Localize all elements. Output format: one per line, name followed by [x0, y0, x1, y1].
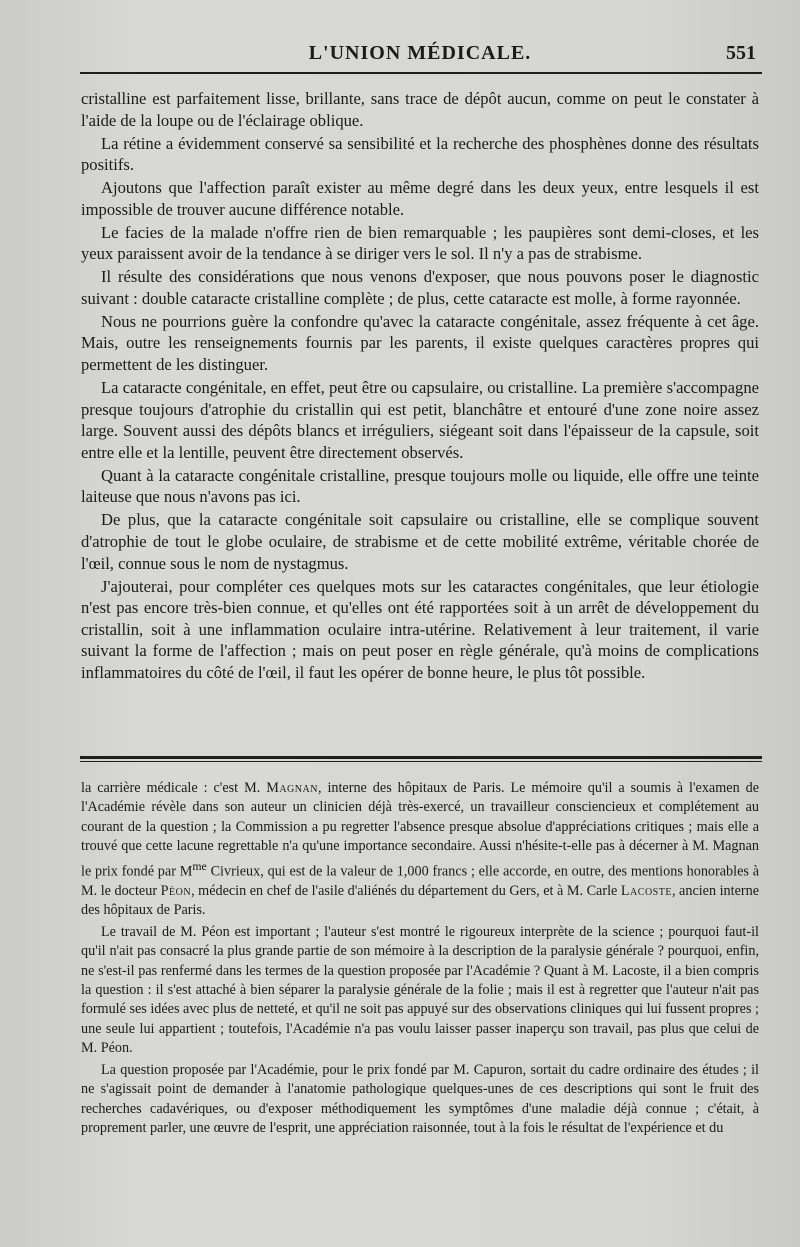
paragraph: Ajoutons que l'affection paraît exister au même degré dans les deux yeux, entre lesquels il est impossible de trouver aucune différence notable. — [81, 178, 759, 219]
feuilleton-section — [81, 779, 759, 1141]
text-run: , interne des hôpitaux de Paris. Le mémoire qu'il a soumis à l'examen de l'Académie révèle dans son auteur un clinicien déjà très-exercé, un travailleur consciencieux et complétement au courant de la question ; la Commission a pu regretter l'absence presque absolue d'appréciations critiques ; mais elle a trouvé que cette lacune regrettable n'a qu'une importance secondaire. Aussi n'hésite-t-elle pas à décerner à M. Magnan le prix fondé par M — [81, 780, 760, 880]
text-run: , ancien interne des hôpitaux de Paris. — [81, 882, 760, 919]
feuilleton-paragraph — [81, 779, 759, 921]
paragraph: cristalline est parfaitement lisse, brillante, sans trace de dépôt aucun, comme on peut le constater à l'aide de la loupe ou de l'éclairage oblique. — [81, 89, 759, 130]
paragraph: Il résulte des considérations que nous venons d'exposer, que nous pouvons poser le diagnostic suivant : double cataracte cristalline complète ; de plus, cette cataracte est molle, à forme rayonnée. — [81, 267, 759, 308]
person-name: Magnan — [266, 780, 318, 796]
feuilleton-separator-thick — [80, 756, 762, 759]
text-run: la carrière médicale : c'est M. — [81, 780, 261, 796]
text-run: , médecin en chef de l'asile d'aliénés du département du Gers, et à M. Carle — [191, 882, 618, 899]
paragraph: Nous ne pourrions guère la confondre qu'avec la cataracte congénitale, assez fréquente à cet âge. Mais, outre les renseignements fournis par les parents, il existe quelques caractères propres qui permettent de les distinguer. — [81, 311, 759, 375]
paragraph: Le facies de la malade n'offre rien de bien remarquable ; les paupières sont demi-closes, et les yeux paraissent avoir de la tendance à se diriger vers le sol. Il n'y a pas de strabisme. — [81, 222, 759, 264]
paragraph: J'ajouterai, pour compléter ces quelques mots sur les cataractes congénitales, que leur étiologie n'est pas encore très-bien connue, et qu'elles ont été rapportées soit à un arrêt de développement du cristallin, soit à une inflammation oculaire intra-utérine. Relativement à leur traitement, il varie suivant la forme de l'affection ; mais on peut poser en règle générale, qu'à moins de complications inflammatoires du côté de l'œil, il faut les opérer de bonne heure, le plus tôt possible. — [81, 576, 759, 682]
main-article — [81, 88, 759, 685]
person-name: Péon — [160, 882, 192, 899]
feuilleton-paragraph: Le travail de M. Péon est important ; l'auteur s'est montré le rigoureux interprète de la science ; pourquoi faut-il qu'il n'ait pas consacré la plus grande partie de son mémoire à la description de la paralysie générale ? pourquoi, enfin, ne s'est-il pas renfermé dans les termes de la question proposée par l'Académie ? Quant à M. Lacoste, il a bien compris la question : il s'est attaché à bien séparer la paralysie générale de la folie ; mais il est à regretter que l'auteur n'ait pas formulé ses idées avec plus de netteté, et qu'il ne soit pas appuyé sur des observations cliniques qui lui fussent propres ; une seule lui appartient ; toutefois, l'Académie n'a pas voulu laisser passer inaperçu son travail, pas plus que celui de M. Péon. — [81, 923, 759, 1057]
page-number: 551 — [726, 42, 756, 64]
paragraph: La cataracte congénitale, en effet, peut être ou capsulaire, ou cristalline. La première s'accompagne presque toujours d'atrophie du cristallin qui est petit, blanchâtre et entouré d'une zone noire assez large. Souvent aussi des dépôts blancs et irréguliers, siégeant soit dans l'épaisseur de la capsule, soit entre elle et la lentille, peuvent être directement observés. — [81, 378, 759, 462]
page-header — [80, 40, 760, 72]
running-title: L'UNION MÉDICALE. — [308, 42, 532, 64]
paragraph: De plus, que la cataracte congénitale soit capsulaire ou cristalline, elle se complique souvent d'atrophie de tout le globe oculaire, de strabisme et de cette mobilité extrême, véritable chorée de l'œil, connue sous le nom de nystagmus. — [81, 510, 759, 573]
feuilleton-separator-thin — [80, 761, 762, 762]
header-rule — [80, 72, 762, 74]
paragraph: La rétine a évidemment conservé sa sensibilité et la recherche des phosphènes donne des résultats positifs. — [81, 133, 759, 175]
text-run: Civrieux, qui est de la valeur de 1,000 francs ; elle accorde, en outre, des mentions honorables à M. le docteur — [81, 863, 759, 899]
feuilleton-paragraph: La question proposée par l'Académie, pour le prix fondé par M. Capuron, sortait du cadre ordinaire des études ; il ne s'agissait point de demander à l'anatomie pathologique quelques-unes de ces descriptions qui sont le fruit des recherches cadavériques, ou d'exposer méthodiquement les symptômes d'une maladie déjà connue ; c'était, à proprement parler, une œuvre de l'esprit, une appréciation raisonnée, tout à la fois le résultat de l'expérience et du — [81, 1061, 759, 1137]
superscript: me — [192, 858, 207, 873]
paragraph: Quant à la cataracte congénitale cristalline, presque toujours molle ou liquide, elle offre une teinte laiteuse que nous n'avons pas ici. — [81, 465, 759, 507]
person-name: Lacoste — [620, 882, 672, 899]
